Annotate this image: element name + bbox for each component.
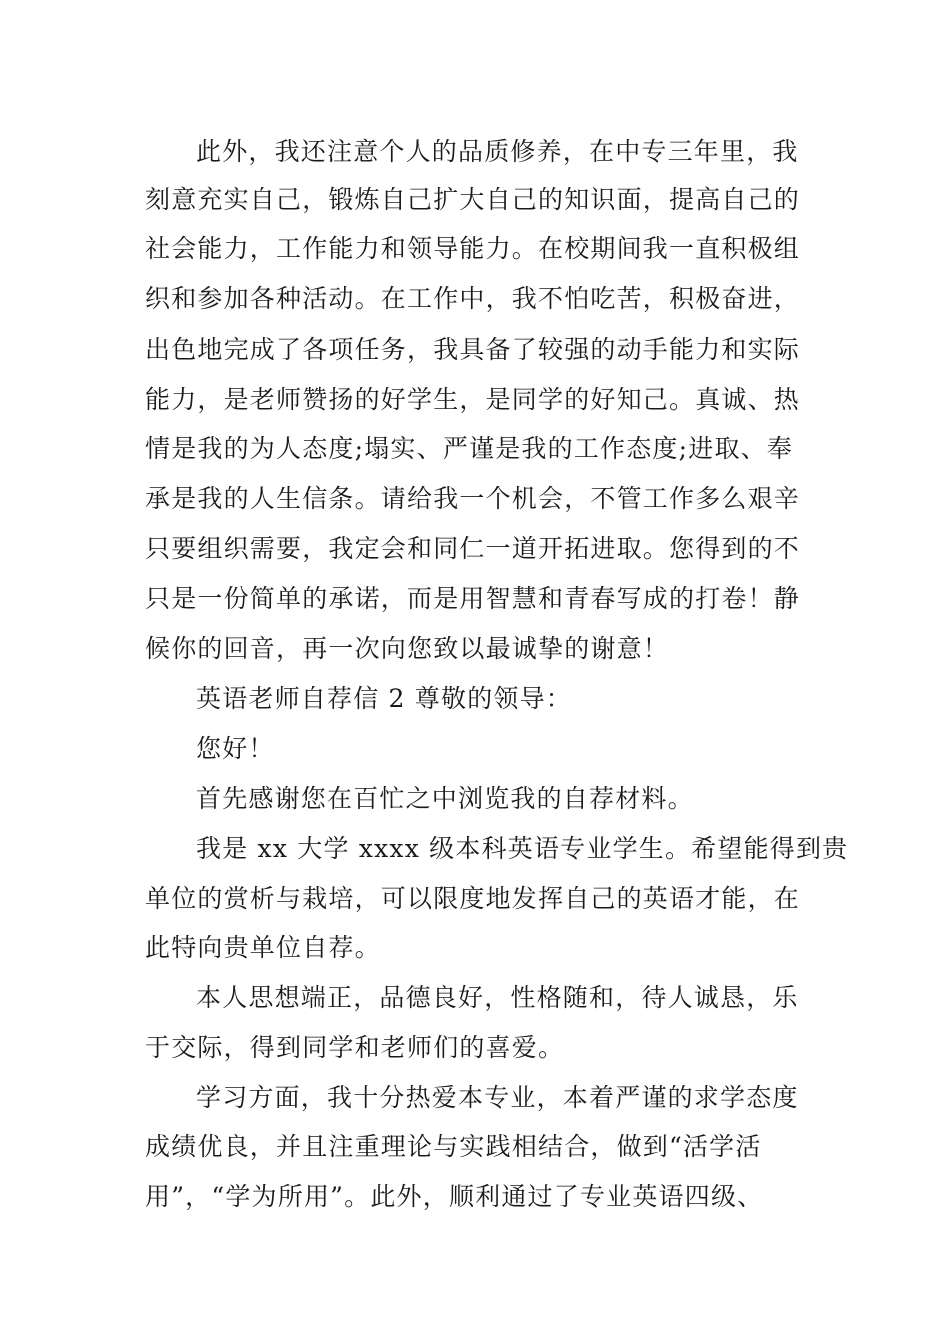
paragraph-line: 能力，是老师赞扬的好学生，是同学的好知己。真诚、热	[145, 385, 801, 414]
paragraph-line: 织和参加各种活动。在工作中，我不怕吃苦，积极奋进，	[145, 284, 801, 313]
paragraph-line: 此外，我还注意个人的品质修养，在中专三年里，我	[196, 137, 799, 166]
paragraph-line: 学习方面，我十分热爱本专业，本着严谨的求学态度	[196, 1083, 799, 1112]
paragraph-line: 社会能力，工作能力和领导能力。在校期间我一直积极组	[145, 234, 801, 263]
paragraph-line: 成绩优良，并且注重理论与实践相结合，做到“活学活	[145, 1132, 762, 1161]
greeting-line: 您好！	[196, 734, 275, 763]
paragraph-line: 我是 xx 大学 xxxx 级本科英语专业学生。希望能得到贵	[196, 834, 849, 863]
paragraph-line: 单位的赏析与栽培，可以限度地发挥自己的英语才能，在	[145, 884, 801, 913]
paragraph-line: 候你的回音，再一次向您致以最诚挚的谢意！	[145, 634, 670, 663]
paragraph-line: 只是一份简单的承诺，而是用智慧和青春写成的打卷！静	[145, 584, 801, 613]
paragraph-line: 只要组织需要，我定会和同仁一道开拓进取。您得到的不	[145, 534, 801, 563]
paragraph-line: 首先感谢您在百忙之中浏览我的自荐材料。	[196, 784, 694, 813]
paragraph-line: 本人思想端正，品德良好，性格随和，待人诚恳，乐	[196, 983, 799, 1012]
paragraph-line: 于交际，得到同学和老师们的喜爱。	[145, 1033, 565, 1062]
paragraph-line: 此特向贵单位自荐。	[145, 933, 381, 962]
paragraph-line: 用”，“学为所用”。此外，顺利通过了专业英语四级、	[145, 1182, 764, 1211]
paragraph-line: 刻意充实自己，锻炼自己扩大自己的知识面，提高自己的	[145, 185, 801, 214]
section-heading: 英语老师自荐信 2 尊敬的领导：	[196, 684, 573, 713]
paragraph-line: 出色地完成了各项任务，我具备了较强的动手能力和实际	[145, 335, 801, 364]
paragraph-line: 承是我的人生信条。请给我一个机会，不管工作多么艰辛	[145, 484, 801, 513]
paragraph-line: 情是我的为人态度;塌实、严谨是我的工作态度;进取、奉	[145, 434, 794, 463]
